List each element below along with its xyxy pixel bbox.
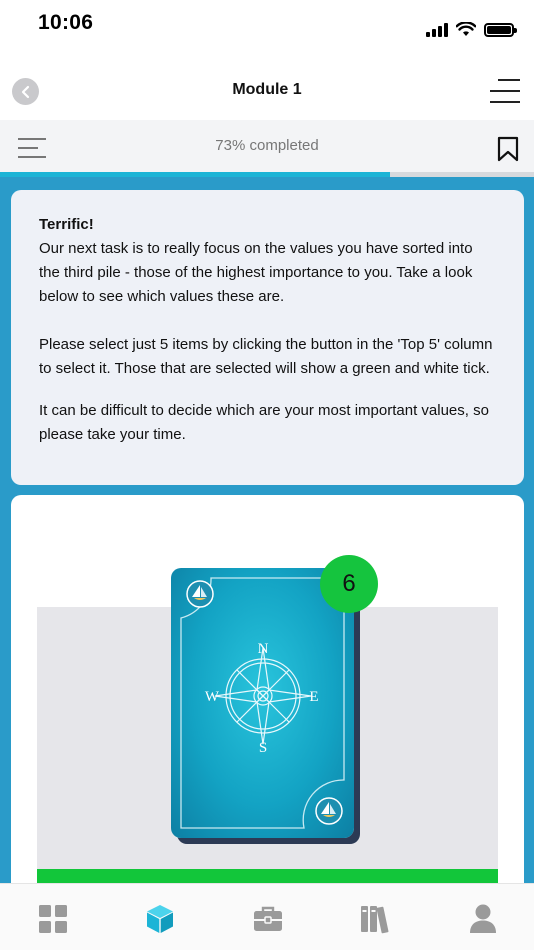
selection-bar[interactable] xyxy=(37,869,498,883)
tab-toolkit[interactable] xyxy=(251,902,285,936)
instructions-card xyxy=(11,190,524,485)
card-count-badge: 6 xyxy=(320,555,378,613)
instructions-paragraph-1: Our next task is to really focus on the values you have sorted into the third pile - those of the highest importance to you. Take a look below to see which values these are. xyxy=(39,240,473,305)
page-title: Module 1 xyxy=(232,81,302,98)
status-icons xyxy=(426,22,514,37)
compass-north: N xyxy=(257,641,269,657)
compass-icon xyxy=(215,648,311,744)
card-border xyxy=(171,568,354,838)
tab-profile[interactable] xyxy=(466,902,500,936)
library-icon xyxy=(359,903,391,935)
status-time: 10:06 xyxy=(38,11,94,34)
value-card-panel xyxy=(11,495,524,883)
tab-dashboard[interactable] xyxy=(36,902,70,936)
ship-emblem-icon xyxy=(316,798,342,824)
compass-west: W xyxy=(204,689,220,705)
compass-south: S xyxy=(258,740,268,756)
dashboard-icon xyxy=(37,903,69,935)
instructions-heading: Terrific! xyxy=(39,216,94,233)
progress-row xyxy=(0,120,534,172)
cube-icon xyxy=(144,903,176,935)
battery-icon xyxy=(484,23,514,37)
tab-library[interactable] xyxy=(358,902,392,936)
ship-emblem-icon xyxy=(187,581,213,607)
profile-icon xyxy=(467,903,499,935)
briefcase-icon xyxy=(252,903,284,935)
signal-icon xyxy=(426,23,448,37)
bookmark-icon[interactable] xyxy=(497,136,519,162)
instructions-paragraph-3: It can be difficult to decide which are your most important values, so please take your time. xyxy=(39,402,489,443)
tab-modules[interactable] xyxy=(143,902,177,936)
status-bar xyxy=(0,0,534,58)
main-content xyxy=(0,177,534,883)
instructions-paragraph-2: Please select just 5 items by clicking the button in the 'Top 5' column to select it. Those that are selected will show a green and white tick. xyxy=(39,336,493,377)
tab-bar xyxy=(0,883,534,950)
hamburger-icon[interactable] xyxy=(490,79,520,103)
compass-east: E xyxy=(309,689,319,705)
wifi-icon xyxy=(456,22,476,37)
progress-label: 73% completed xyxy=(215,137,319,154)
nav-header xyxy=(0,58,534,120)
value-card[interactable] xyxy=(171,568,354,838)
